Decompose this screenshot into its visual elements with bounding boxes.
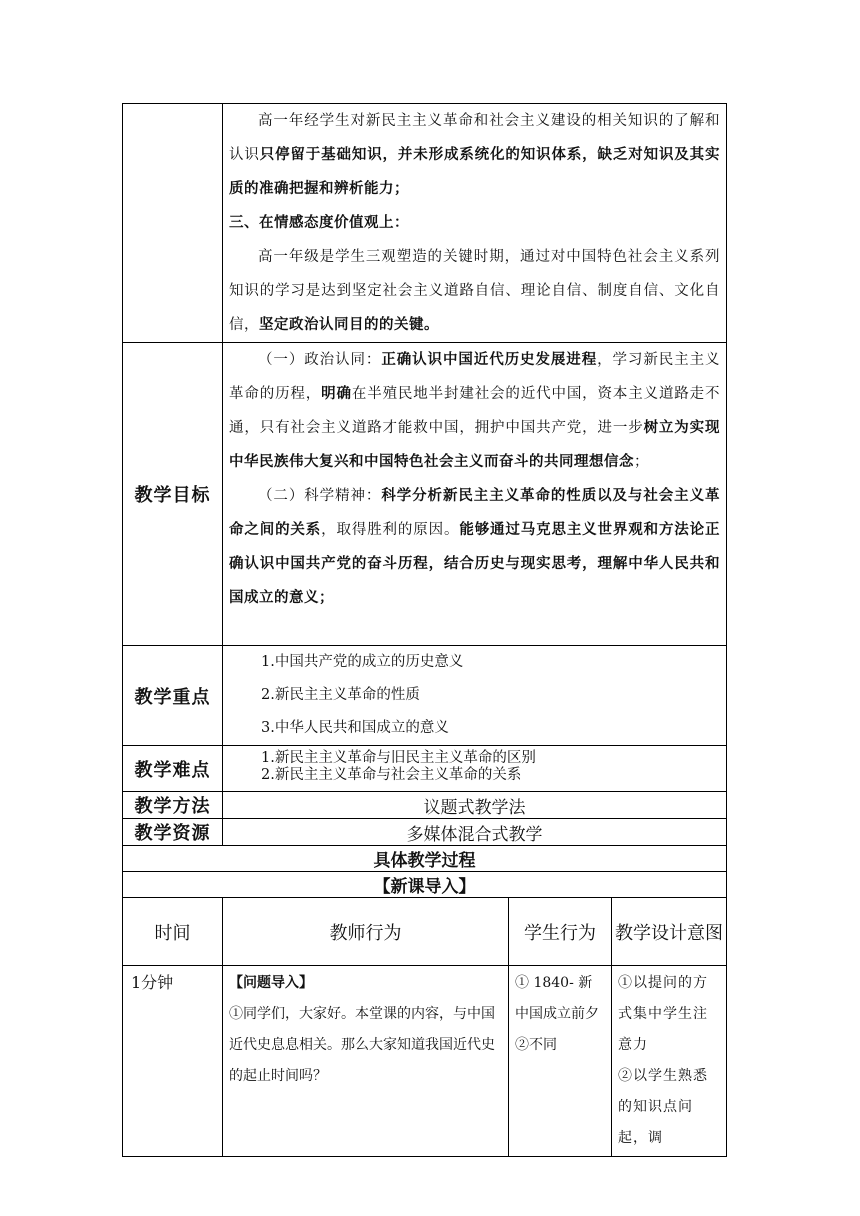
goal-bold-text: 科学分析新民主主义革命的性质以及与社会主义革命之间的关系 — [229, 488, 721, 538]
student-text: ① 1840- 新中国成立前夕 — [515, 975, 599, 1022]
column-header-student: 学生行为 — [509, 898, 612, 966]
column-header-time: 时间 — [123, 898, 223, 966]
method-row — [123, 792, 727, 819]
teacher-text: ①同学们，大家好。本堂课的内容，与中国近代史息息相关。那么大家知道我国近代史的起止时间吗？ — [229, 1006, 495, 1084]
goal-text: ，学习新民主主义革命的历程， — [229, 352, 721, 402]
student-text: ②不同 — [515, 1037, 557, 1053]
resources-row — [123, 819, 727, 846]
difficulties-cell — [223, 746, 727, 792]
key-points-row — [123, 646, 727, 746]
analysis-heading: 三、在情感态度价值观上： — [229, 215, 409, 231]
resources-label: 教学资源 — [123, 819, 223, 846]
process-title: 具体教学过程 — [123, 846, 727, 872]
teacher-title: 【问题导入】 — [229, 975, 313, 991]
goals-cell — [223, 343, 727, 646]
goal-political — [229, 343, 720, 479]
goal-text: 在半殖民地半封建社会的近代中国，资本主义道路走不通，只有社会主义道路才能救中国，拥护中国共产党，进一步 — [229, 386, 721, 436]
method-value: 议题式教学法 — [223, 792, 727, 819]
goal-bold-text: 正确认识中国近代历史发展进程 — [381, 352, 598, 368]
analysis-row — [123, 104, 727, 343]
key-point-item: 2.新民主主义革命的性质 — [261, 687, 420, 703]
method-label: 教学方法 — [123, 792, 223, 819]
goal-prefix: （二）科学精神： — [258, 488, 382, 504]
analysis-paragraph-1 — [229, 104, 720, 206]
table-row — [123, 966, 727, 1157]
column-header-teacher: 教师行为 — [223, 898, 509, 966]
analysis-bold-text: 只停留于基础知识，并未形成系统化的知识体系，缺乏对知识及其实质的准确把握和辨析能力； — [229, 147, 721, 197]
key-point-item: 1.中国共产党的成立的历史意义 — [261, 654, 464, 670]
goal-bold-text: 能够通过马克思主义世界观和方法论正确认识中国共产党的奋斗历程，结合历史与现实思考，理解中华人民共和国成立的意义； — [229, 522, 721, 606]
section-title-row — [123, 872, 727, 898]
analysis-label-cell — [123, 104, 223, 343]
process-title-row — [123, 846, 727, 872]
intent-text: ①以提问的方式集中学生注意力 — [618, 975, 708, 1053]
difficulty-item: 1.新民主主义革命与旧民主主义革命的区别 — [261, 750, 536, 766]
goals-label: 教学目标 — [123, 343, 223, 646]
goals-row — [123, 343, 727, 646]
analysis-cell — [223, 104, 727, 343]
goal-bold-text: 树立为实现中华民族伟大复兴和中国特色社会主义而奋斗的共同理想信念 — [229, 420, 720, 470]
difficulties-label: 教学难点 — [123, 746, 223, 792]
key-points-label: 教学重点 — [123, 646, 223, 746]
key-point-item: 3.中华人民共和国成立的意义 — [261, 720, 449, 736]
teacher-cell — [223, 966, 509, 1157]
analysis-bold-text: 坚定政治认同目的的关键。 — [259, 317, 439, 333]
section-title: 【新课导入】 — [123, 872, 727, 898]
resources-value: 多媒体混合式教学 — [223, 819, 727, 846]
student-cell — [509, 966, 612, 1157]
time-cell: 1分钟 — [123, 966, 223, 1157]
intent-text: ②以学生熟悉的知识点问起，调 — [618, 1068, 708, 1146]
analysis-text: 高一年经学生对新民主主义革命和社会主义建设的相关知识的了解和认识 — [229, 113, 720, 163]
intent-cell — [612, 966, 727, 1157]
column-header-row — [123, 898, 727, 966]
goal-bold-text: 明确 — [321, 386, 352, 402]
goal-text: ； — [634, 454, 649, 470]
goal-text: ，取得胜利的原因。 — [321, 522, 460, 538]
key-points-cell — [223, 646, 727, 746]
analysis-text: 高一年级是学生三观塑造的关键时期，通过对中国特色社会主义系列知识的学习是达到坚定社会主义道路自信、理论自信、制度自信、文化自信， — [229, 249, 720, 333]
analysis-paragraph-2 — [229, 240, 720, 342]
column-header-intent: 教学设计意图 — [612, 898, 727, 966]
difficulties-row — [123, 746, 727, 792]
difficulty-item: 2.新民主主义革命与社会主义革命的关系 — [261, 767, 522, 783]
goal-prefix: （一）政治认同： — [258, 352, 382, 368]
lesson-plan-table — [122, 103, 727, 1157]
goal-science — [229, 479, 720, 615]
